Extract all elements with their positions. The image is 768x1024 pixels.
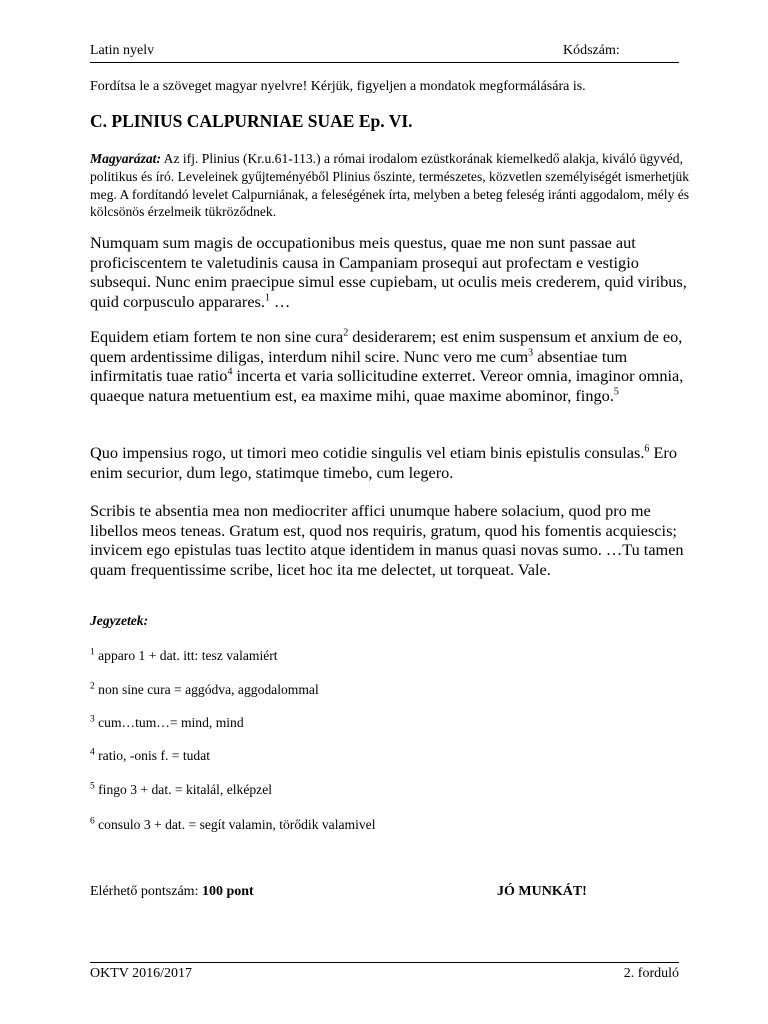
page-footer xyxy=(90,962,679,985)
note-text: non sine cura = aggódva, aggodalommal xyxy=(94,682,319,697)
note-text: fingo 3 + dat. = kitalál, elképzel xyxy=(94,782,273,797)
latin-paragraph-4: Scribis te absentia mea non mediocriter affici unumque habere solacium, quod pro me libellos meos teneas. Gratum est, quod nos requiris, gratum, quod his fomentis acquiescis; invicem ego epistulas tuas lectito atque identidem in manus quasi novas sumo. …Tu tamen quam frequentissime scribe, licet hoc ita me delectet, ut torqueat. Vale. xyxy=(90,501,684,579)
explanation-label: Magyarázat: xyxy=(90,151,161,166)
note-item xyxy=(90,682,319,698)
note-item xyxy=(90,782,272,798)
note-item xyxy=(90,817,376,833)
latin-text: absentiae tum infirmitatis tuae ratio xyxy=(90,346,628,386)
page-header xyxy=(90,40,679,63)
footnote-ref: 5 xyxy=(613,386,619,398)
score-label: Elérhető pontszám: xyxy=(90,884,202,899)
latin-text: Numquam sum magis de occupationibus meis questus, quae me non sunt passae aut proficiscentem te valetudinis causa in Campaniam prosequi aut profectam e vestigio subsequi. Nunc enim praecipue simul esse cupiebam, ut oculis meis crederem, quid viribus, quid corpusculo apparares. xyxy=(90,233,687,311)
note-text: ratio, -onis f. = tudat xyxy=(94,748,211,763)
footnote-ref: 6 xyxy=(644,443,650,455)
latin-text: Ero enim securior, dum lego, statimque timebo, cum legero. xyxy=(90,443,677,482)
note-number: 2 xyxy=(90,681,95,692)
note-text: cum…tum…= mind, mind xyxy=(94,715,244,730)
note-number: 6 xyxy=(90,816,95,827)
note-number: 3 xyxy=(90,714,95,725)
score-value: 100 pont xyxy=(201,884,254,899)
latin-text: Equidem etiam fortem te non sine cura xyxy=(90,327,344,346)
note-text: consulo 3 + dat. = segít valamin, törődik valamivel xyxy=(94,817,376,832)
note-item xyxy=(90,715,244,731)
latin-paragraph-2 xyxy=(90,327,700,405)
note-item xyxy=(90,748,210,764)
footnote-ref: 1 xyxy=(264,292,270,304)
explanation-block xyxy=(90,150,695,221)
code-label: Kódszám: xyxy=(563,43,620,58)
good-luck-text: JÓ MUNKÁT! xyxy=(497,884,587,899)
subject-label: Latin nyelv xyxy=(90,43,155,58)
round-label: 2. forduló xyxy=(623,966,679,981)
latin-text: desiderarem; est enim suspensum et anxium de eo, quem ardentissime diligas, interdum nihil scire. Nunc vero me cum xyxy=(90,327,683,366)
letter-title: C. PLINIUS CALPURNIAE SUAE Ep. VI. xyxy=(90,111,413,131)
latin-text: Quo impensius rogo, ut timori meo cotidie singulis vel etiam binis epistulis consulas. xyxy=(90,443,645,462)
note-number: 5 xyxy=(90,781,95,792)
footnote-ref: 2 xyxy=(343,327,349,339)
footnote-ref: 3 xyxy=(528,347,534,359)
note-number: 1 xyxy=(90,647,95,658)
competition-label: OKTV 2016/2017 xyxy=(90,966,193,981)
note-item xyxy=(90,648,278,664)
latin-paragraph-3 xyxy=(90,443,700,482)
latin-text: incerta et varia sollicitudine exterret. Vereor omnia, imaginor omnia, quaeque natura metuentium est, ea maxime mihi, quae maxime abominor, fingo. xyxy=(90,366,684,405)
note-number: 4 xyxy=(90,747,95,758)
explanation-text: Az ifj. Plinius (Kr.u.61-113.) a római irodalom ezüstkorának kiemelkedő alakja, kiváló ügyvéd, politikus és író. Leveleinek gyűjteményéből Plinius őszinte, természetes, közvetlen személyiségét ismerhetjük meg. A fordítandó levelet Calpurniának, a feleségének írta, melyben a beteg feleség iránti aggodalom, mély és kölcsönös érzelmeik tükröződnek. xyxy=(90,151,690,220)
note-text: apparo 1 + dat. itt: tesz valamiért xyxy=(94,648,278,663)
instruction-text: Fordítsa le a szöveget magyar nyelvre! Kérjük, figyeljen a mondatok megformálására is. xyxy=(90,79,586,94)
score-line xyxy=(90,884,254,900)
latin-text: … xyxy=(269,291,291,311)
latin-paragraph-1 xyxy=(90,233,700,311)
notes-title: Jegyzetek: xyxy=(90,613,149,628)
footnote-ref: 4 xyxy=(227,366,233,378)
